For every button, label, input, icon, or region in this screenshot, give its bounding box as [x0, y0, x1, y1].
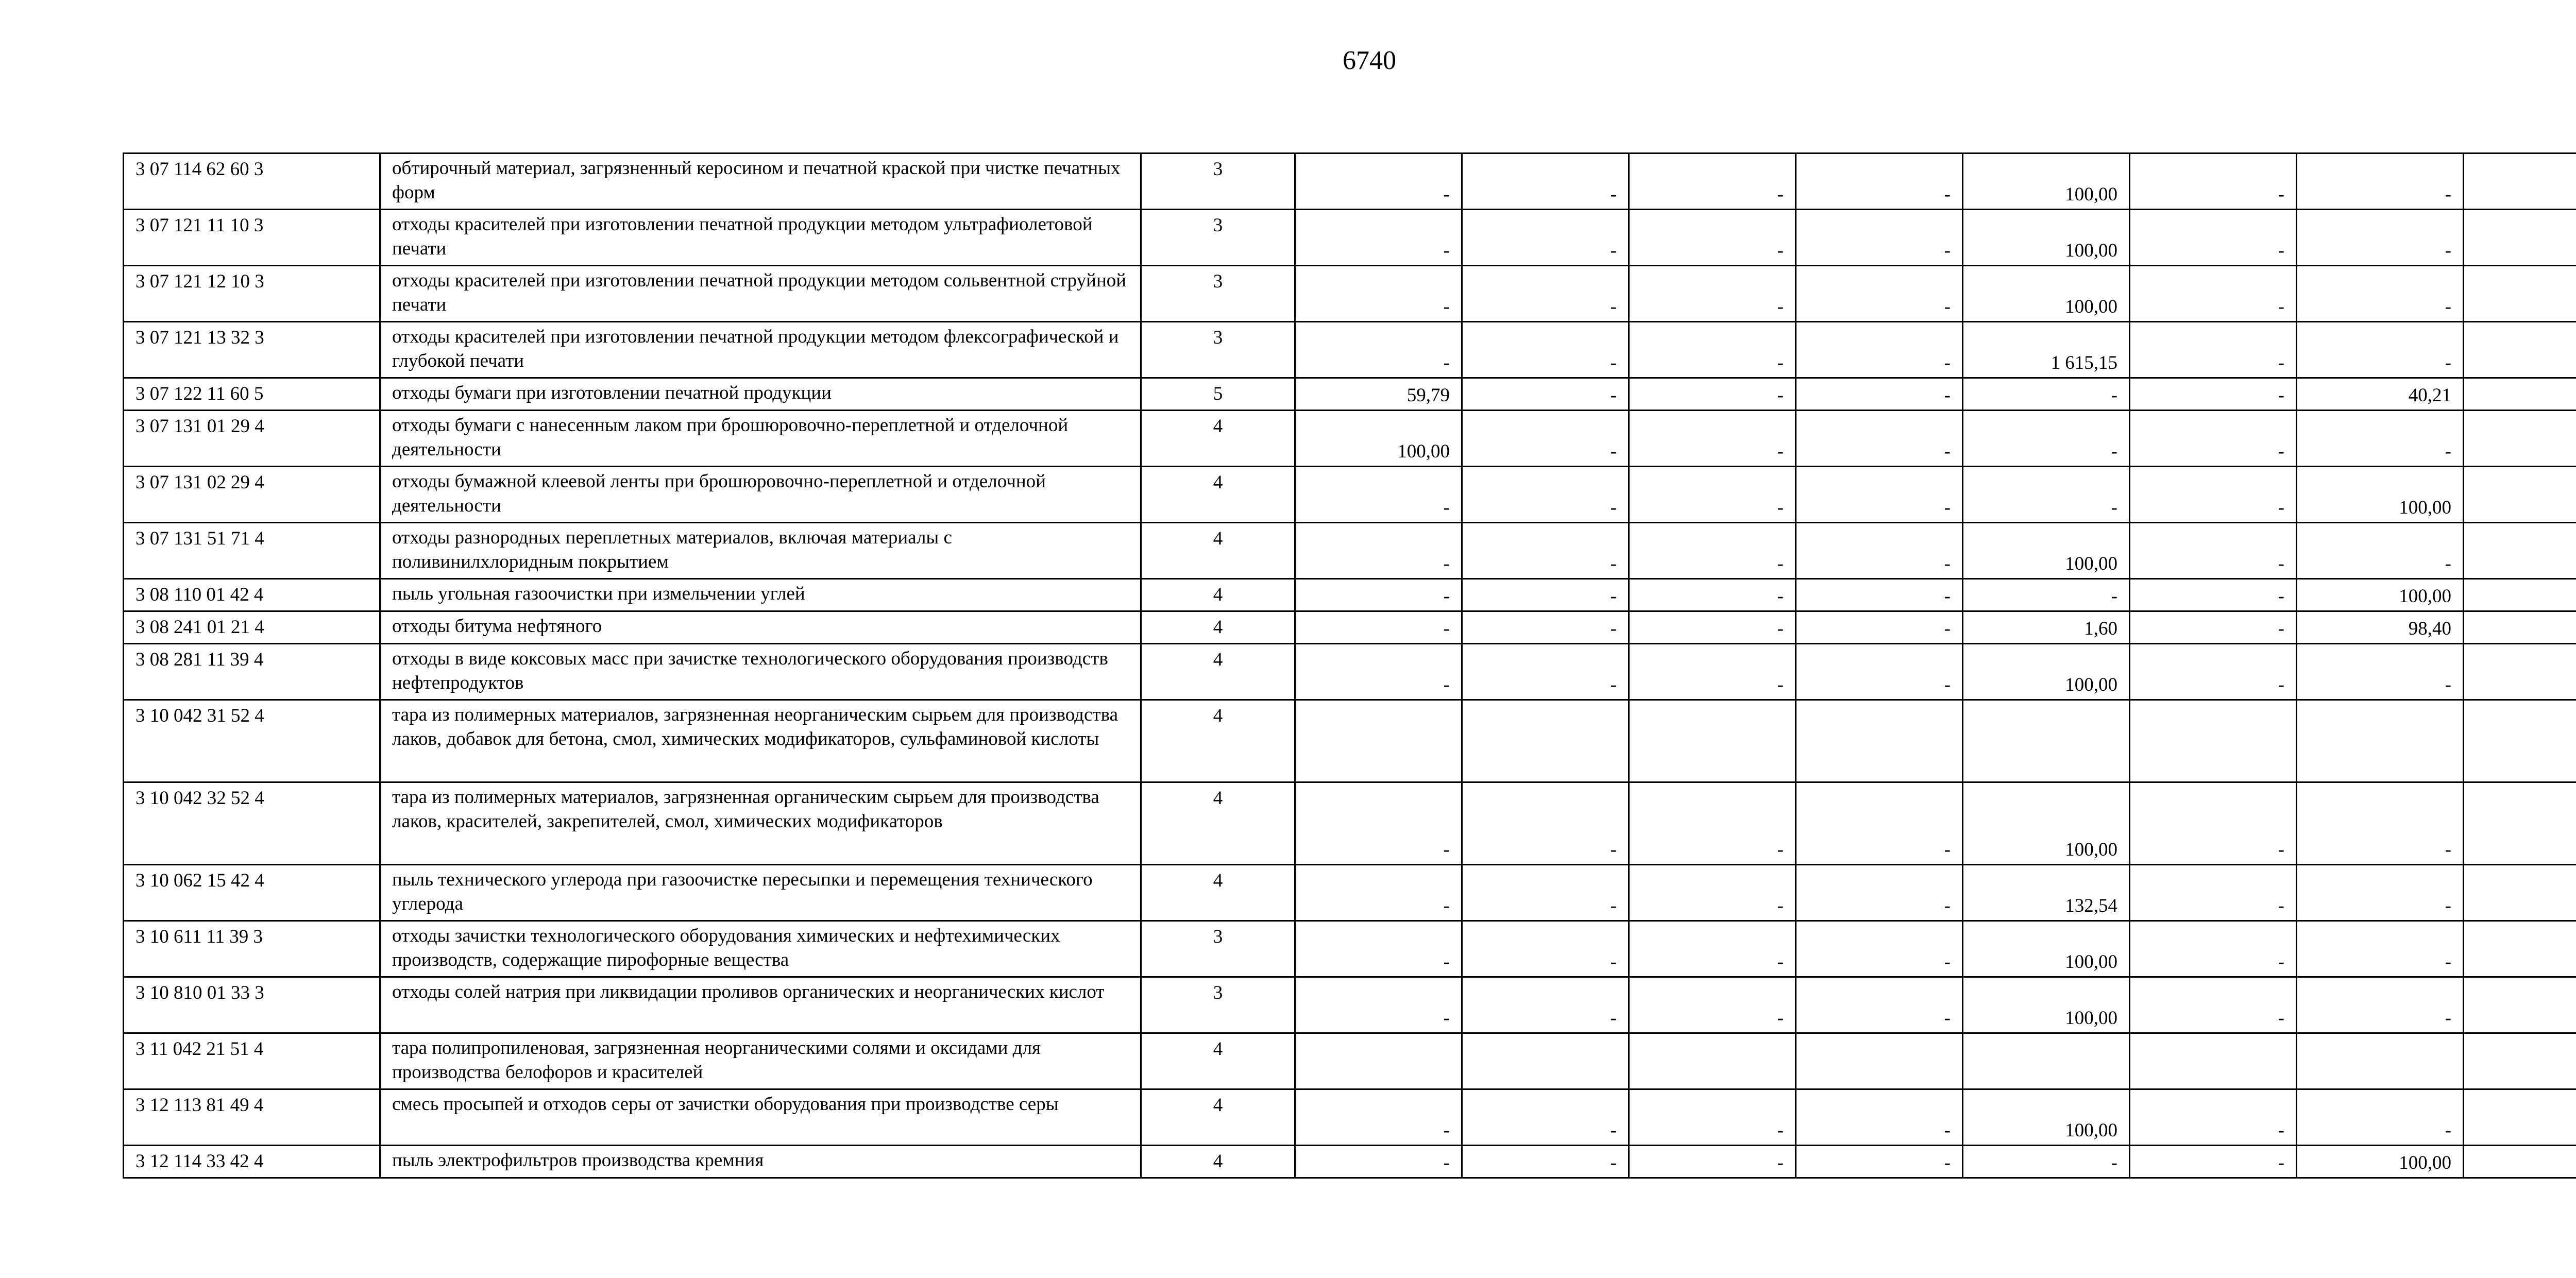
value-cell: - — [1462, 210, 1629, 266]
value-cell: - — [2297, 266, 2464, 322]
value-cell: - — [2297, 921, 2464, 977]
value-cell: - — [1963, 411, 2130, 467]
value-cell: - — [1462, 579, 1629, 611]
value-cell — [1963, 700, 2130, 782]
waste-code-cell: 3 08 241 01 21 4 — [124, 611, 380, 644]
waste-code-cell: 3 08 110 01 42 4 — [124, 579, 380, 611]
value-cell: - — [1295, 210, 1462, 266]
value-cell: - — [1796, 611, 1963, 644]
value-cell: - — [1295, 865, 1462, 921]
table-row — [124, 644, 2576, 700]
waste-name-cell: отходы битума нефтяного — [380, 611, 1141, 644]
hazard-class-cell: 4 — [1141, 1089, 1295, 1146]
hazard-class-cell: 4 — [1141, 644, 1295, 700]
value-cell: - — [1462, 644, 1629, 700]
value-cell: - — [1462, 467, 1629, 523]
value-cell: - — [1462, 921, 1629, 977]
value-cell: - — [1629, 266, 1796, 322]
value-cell: - — [1796, 154, 1963, 210]
value-cell: - — [1796, 467, 1963, 523]
value-cell: - — [1462, 1146, 1629, 1178]
table-row — [124, 1146, 2576, 1178]
value-cell: - — [1295, 611, 1462, 644]
value-cell — [1796, 700, 1963, 782]
value-cell — [2464, 210, 2576, 266]
value-cell: - — [2130, 579, 2297, 611]
value-cell: - — [1796, 977, 1963, 1033]
table-body — [124, 154, 2576, 1178]
value-cell: 132,54 — [1963, 865, 2130, 921]
table-row — [124, 322, 2576, 378]
waste-code-cell: 3 08 281 11 39 4 — [124, 644, 380, 700]
table-row — [124, 411, 2576, 467]
value-cell: - — [1629, 1089, 1796, 1146]
value-cell: - — [1796, 865, 1963, 921]
hazard-class-cell: 4 — [1141, 411, 1295, 467]
value-cell — [2464, 467, 2576, 523]
waste-name-cell: отходы зачистки технологического оборудования химических и нефтехимических производств, содержащие пирофорные вещества — [380, 921, 1141, 977]
waste-name-cell: пыль технического углерода при газоочистке пересыпки и перемещения технического углерода — [380, 865, 1141, 921]
value-cell: - — [1629, 644, 1796, 700]
value-cell: - — [1963, 579, 2130, 611]
table-row — [124, 921, 2576, 977]
value-cell: - — [2130, 1089, 2297, 1146]
value-cell — [1963, 1033, 2130, 1089]
hazard-class-cell: 3 — [1141, 210, 1295, 266]
value-cell — [1629, 1033, 1796, 1089]
value-cell — [2464, 579, 2576, 611]
value-cell: - — [1295, 154, 1462, 210]
table-row — [124, 523, 2576, 579]
waste-name-cell: смесь просыпей и отходов серы от зачистки оборудования при производстве серы — [380, 1089, 1141, 1146]
value-cell: - — [1796, 378, 1963, 411]
value-cell — [2464, 378, 2576, 411]
value-cell — [1462, 1033, 1629, 1089]
value-cell: - — [2130, 523, 2297, 579]
hazard-class-cell: 3 — [1141, 154, 1295, 210]
hazard-class-cell: 4 — [1141, 1146, 1295, 1178]
value-cell: - — [2297, 322, 2464, 378]
waste-name-cell: отходы бумаги при изготовлении печатной продукции — [380, 378, 1141, 411]
value-cell: - — [1295, 644, 1462, 700]
table-row — [124, 579, 2576, 611]
value-cell: - — [2130, 611, 2297, 644]
value-cell — [1462, 700, 1629, 782]
hazard-class-cell: 4 — [1141, 1033, 1295, 1089]
value-cell: - — [1796, 644, 1963, 700]
value-cell: - — [1963, 378, 2130, 411]
value-cell: 100,00 — [1963, 644, 2130, 700]
value-cell: - — [1629, 411, 1796, 467]
value-cell: - — [2130, 322, 2297, 378]
value-cell: 59,79 — [1295, 378, 1462, 411]
value-cell: - — [1462, 865, 1629, 921]
value-cell: - — [1462, 977, 1629, 1033]
page-number: 6740 — [1343, 46, 1396, 75]
value-cell: - — [1796, 1146, 1963, 1178]
value-cell: - — [2297, 865, 2464, 921]
waste-name-cell: пыль угольная газоочистки при измельчении углей — [380, 579, 1141, 611]
value-cell: - — [1462, 611, 1629, 644]
table-row — [124, 378, 2576, 411]
value-cell: - — [2130, 1146, 2297, 1178]
value-cell: - — [1295, 921, 1462, 977]
value-cell: - — [1629, 611, 1796, 644]
value-cell: - — [1295, 1089, 1462, 1146]
value-cell: 1,60 — [1963, 611, 2130, 644]
value-cell: - — [1796, 921, 1963, 977]
value-cell: - — [1629, 977, 1796, 1033]
value-cell: - — [1796, 411, 1963, 467]
value-cell: - — [1629, 378, 1796, 411]
value-cell: - — [1629, 210, 1796, 266]
waste-name-cell: пыль электрофильтров производства кремния — [380, 1146, 1141, 1178]
waste-name-cell: тара полипропиленовая, загрязненная неорганическими солями и оксидами для производства белофоров и красителей — [380, 1033, 1141, 1089]
value-cell: - — [1462, 322, 1629, 378]
hazard-class-cell: 4 — [1141, 700, 1295, 782]
waste-code-cell: 3 12 114 33 42 4 — [124, 1146, 380, 1178]
waste-code-cell: 3 07 122 11 60 5 — [124, 378, 380, 411]
value-cell: 100,00 — [1963, 266, 2130, 322]
value-cell — [2464, 700, 2576, 782]
hazard-class-cell: 3 — [1141, 266, 1295, 322]
value-cell: - — [1629, 467, 1796, 523]
table-row — [124, 210, 2576, 266]
value-cell: - — [1629, 579, 1796, 611]
value-cell: - — [1462, 266, 1629, 322]
table-row — [124, 700, 2576, 782]
value-cell: - — [1295, 782, 1462, 865]
table-row — [124, 977, 2576, 1033]
value-cell — [2464, 782, 2576, 865]
hazard-class-cell: 4 — [1141, 782, 1295, 865]
table-row — [124, 1089, 2576, 1146]
value-cell: - — [2130, 266, 2297, 322]
table-row — [124, 467, 2576, 523]
waste-code-cell: 3 10 042 31 52 4 — [124, 700, 380, 782]
value-cell: - — [2297, 1089, 2464, 1146]
table-row — [124, 1033, 2576, 1089]
value-cell: - — [2130, 210, 2297, 266]
value-cell: 100,00 — [1963, 154, 2130, 210]
value-cell: - — [2130, 644, 2297, 700]
value-cell: - — [2297, 154, 2464, 210]
value-cell: 98,40 — [2297, 611, 2464, 644]
value-cell — [2464, 322, 2576, 378]
value-cell — [2464, 523, 2576, 579]
waste-name-cell: тара из полимерных материалов, загрязненная неорганическим сырьем для производства лаков, добавок для бетона, смол, химических модификаторов, сульфаминовой кислоты — [380, 700, 1141, 782]
value-cell: 100,00 — [2297, 1146, 2464, 1178]
value-cell — [2464, 1089, 2576, 1146]
value-cell: - — [2130, 782, 2297, 865]
waste-code-cell: 3 07 121 13 32 3 — [124, 322, 380, 378]
value-cell: - — [1462, 154, 1629, 210]
value-cell — [2464, 921, 2576, 977]
value-cell: - — [2297, 644, 2464, 700]
value-cell: 100,00 — [2297, 579, 2464, 611]
value-cell — [2130, 1033, 2297, 1089]
waste-name-cell: тара из полимерных материалов, загрязненная органическим сырьем для производства лаков, красителей, закрепителей, смол, химических модификаторов — [380, 782, 1141, 865]
value-cell: - — [1796, 322, 1963, 378]
hazard-class-cell: 4 — [1141, 579, 1295, 611]
value-cell: - — [1796, 210, 1963, 266]
value-cell: 1 615,15 — [1963, 322, 2130, 378]
value-cell: - — [2297, 523, 2464, 579]
value-cell: - — [1963, 1146, 2130, 1178]
value-cell: - — [1295, 977, 1462, 1033]
waste-code-cell: 3 07 131 01 29 4 — [124, 411, 380, 467]
value-cell: - — [2297, 411, 2464, 467]
waste-code-cell: 3 10 810 01 33 3 — [124, 977, 380, 1033]
value-cell — [2464, 1033, 2576, 1089]
value-cell: 100,00 — [1963, 210, 2130, 266]
hazard-class-cell: 5 — [1141, 378, 1295, 411]
value-cell — [2464, 1146, 2576, 1178]
value-cell — [2464, 865, 2576, 921]
value-cell — [2297, 1033, 2464, 1089]
value-cell — [2297, 700, 2464, 782]
value-cell: 100,00 — [1963, 1089, 2130, 1146]
value-cell: - — [2130, 154, 2297, 210]
value-cell — [1629, 700, 1796, 782]
value-cell: - — [1462, 1089, 1629, 1146]
waste-name-cell: отходы бумаги с нанесенным лаком при брошюровочно-переплетной и отделочной деятельности — [380, 411, 1141, 467]
waste-code-cell: 3 07 131 51 71 4 — [124, 523, 380, 579]
value-cell — [2464, 977, 2576, 1033]
value-cell: - — [1629, 322, 1796, 378]
value-cell: - — [1963, 467, 2130, 523]
value-cell: - — [2130, 378, 2297, 411]
value-cell: 100,00 — [2297, 467, 2464, 523]
table-row — [124, 266, 2576, 322]
waste-name-cell: отходы разнородных переплетных материалов, включая материалы с поливинилхлоридным покрытием — [380, 523, 1141, 579]
waste-name-cell: отходы красителей при изготовлении печатной продукции методом ультрафиолетовой печати — [380, 210, 1141, 266]
value-cell: - — [1796, 523, 1963, 579]
value-cell: - — [1462, 378, 1629, 411]
value-cell: 100,00 — [1963, 921, 2130, 977]
hazard-class-cell: 3 — [1141, 921, 1295, 977]
value-cell — [2464, 154, 2576, 210]
value-cell — [1796, 1033, 1963, 1089]
table-row — [124, 154, 2576, 210]
value-cell: 100,00 — [1295, 411, 1462, 467]
hazard-class-cell: 3 — [1141, 977, 1295, 1033]
value-cell: - — [1295, 467, 1462, 523]
value-cell: - — [1629, 865, 1796, 921]
value-cell — [1295, 700, 1462, 782]
value-cell: - — [1462, 411, 1629, 467]
value-cell: - — [2297, 977, 2464, 1033]
waste-code-cell: 3 07 131 02 29 4 — [124, 467, 380, 523]
table-row — [124, 611, 2576, 644]
value-cell: - — [2130, 865, 2297, 921]
value-cell: - — [2130, 977, 2297, 1033]
value-cell: - — [2297, 782, 2464, 865]
hazard-class-cell: 3 — [1141, 322, 1295, 378]
value-cell — [1295, 1033, 1462, 1089]
value-cell: - — [2130, 411, 2297, 467]
value-cell: - — [1629, 523, 1796, 579]
hazard-class-cell: 4 — [1141, 611, 1295, 644]
value-cell — [2130, 700, 2297, 782]
waste-name-cell: отходы в виде коксовых масс при зачистке технологического оборудования производств нефтепродуктов — [380, 644, 1141, 700]
waste-name-cell: обтирочный материал, загрязненный керосином и печатной краской при чистке печатных форм — [380, 154, 1141, 210]
waste-name-cell: отходы красителей при изготовлении печатной продукции методом сольвентной струйной печати — [380, 266, 1141, 322]
value-cell: - — [1629, 1146, 1796, 1178]
value-cell: - — [1629, 154, 1796, 210]
value-cell: - — [1629, 782, 1796, 865]
waste-name-cell: отходы бумажной клеевой ленты при брошюровочно-переплетной и отделочной деятельности — [380, 467, 1141, 523]
value-cell: - — [2130, 921, 2297, 977]
waste-code-cell: 3 10 611 11 39 3 — [124, 921, 380, 977]
waste-code-cell: 3 07 114 62 60 3 — [124, 154, 380, 210]
value-cell: - — [2130, 467, 2297, 523]
hazard-class-cell: 4 — [1141, 523, 1295, 579]
value-cell: - — [1295, 266, 1462, 322]
waste-name-cell: отходы красителей при изготовлении печатной продукции методом флексографической и глубокой печати — [380, 322, 1141, 378]
value-cell: 40,21 — [2297, 378, 2464, 411]
waste-code-cell: 3 11 042 21 51 4 — [124, 1033, 380, 1089]
waste-code-cell: 3 07 121 12 10 3 — [124, 266, 380, 322]
hazard-class-cell: 4 — [1141, 865, 1295, 921]
value-cell — [2464, 611, 2576, 644]
waste-code-cell: 3 10 042 32 52 4 — [124, 782, 380, 865]
value-cell: - — [1295, 1146, 1462, 1178]
table-row — [124, 865, 2576, 921]
value-cell: - — [1796, 1089, 1963, 1146]
value-cell: - — [1295, 579, 1462, 611]
value-cell: 100,00 — [1963, 523, 2130, 579]
value-cell: - — [1462, 782, 1629, 865]
value-cell — [2464, 266, 2576, 322]
waste-table — [123, 152, 2576, 1179]
value-cell: - — [1629, 921, 1796, 977]
value-cell — [2464, 411, 2576, 467]
waste-code-cell: 3 07 121 11 10 3 — [124, 210, 380, 266]
value-cell: - — [1796, 782, 1963, 865]
table-row — [124, 782, 2576, 865]
value-cell: 100,00 — [1963, 977, 2130, 1033]
value-cell: 100,00 — [1963, 782, 2130, 865]
waste-name-cell: отходы солей натрия при ликвидации проливов органических и неорганических кислот — [380, 977, 1141, 1033]
value-cell: - — [1796, 579, 1963, 611]
value-cell: - — [1462, 523, 1629, 579]
value-cell — [2464, 644, 2576, 700]
value-cell: - — [2297, 210, 2464, 266]
waste-code-cell: 3 10 062 15 42 4 — [124, 865, 380, 921]
value-cell: - — [1295, 523, 1462, 579]
value-cell: - — [1295, 322, 1462, 378]
hazard-class-cell: 4 — [1141, 467, 1295, 523]
value-cell: - — [1796, 266, 1963, 322]
waste-code-cell: 3 12 113 81 49 4 — [124, 1089, 380, 1146]
